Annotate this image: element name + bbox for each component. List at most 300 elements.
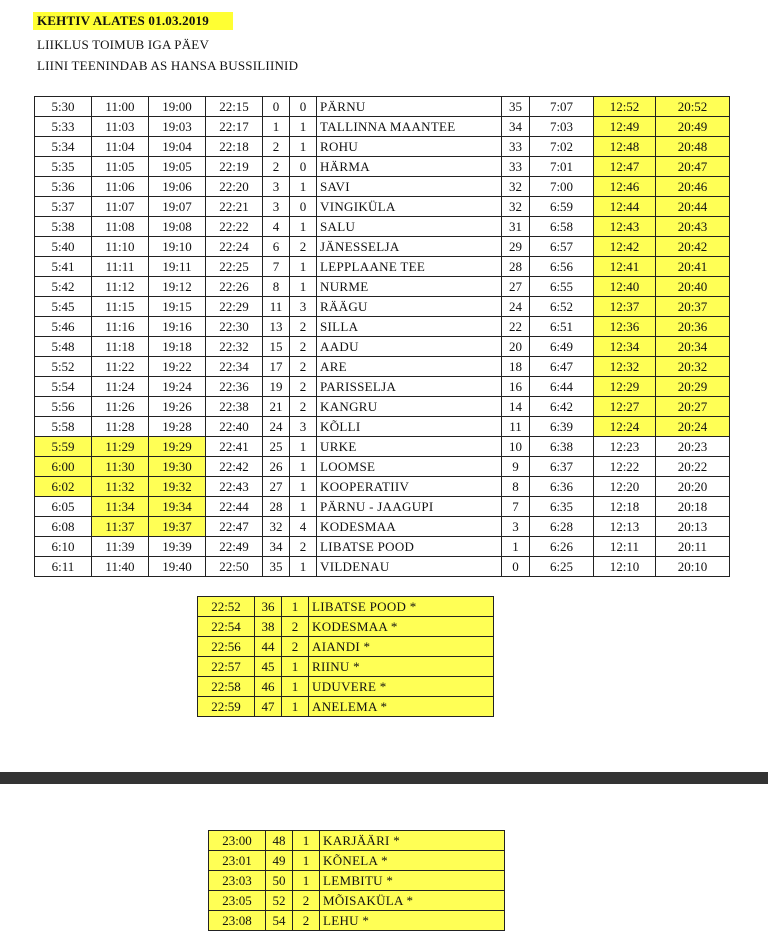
table-row [35,517,730,537]
cell-return-km: 32 [502,177,530,197]
cell-dep-1: 6:05 [35,497,92,517]
cell-km: 48 [266,831,293,851]
cell-km: 49 [266,851,293,871]
cell-dep-3: 19:11 [149,257,206,277]
table-row [198,617,494,637]
cell-ret-3: 20:40 [656,277,730,297]
cell-km: 35 [263,557,290,577]
cell-dep-2: 11:29 [92,437,149,457]
cell-return-km: 3 [502,517,530,537]
cell-ret-2: 12:43 [594,217,656,237]
cell-return-km: 28 [502,257,530,277]
table-row [35,257,730,277]
cell-ret-3: 20:32 [656,357,730,377]
cell-segment-km: 4 [290,517,317,537]
cell-dep-3: 19:08 [149,217,206,237]
cell-km: 4 [263,217,290,237]
cell-stop-name: AIANDI * [309,637,494,657]
cell-dep-2: 11:28 [92,417,149,437]
cell-ret-1: 6:44 [530,377,594,397]
cell-return-km: 22 [502,317,530,337]
cell-km: 52 [266,891,293,911]
cell-segment-km: 1 [293,851,320,871]
cell-segment-km: 1 [282,657,309,677]
cell-km: 47 [255,697,282,717]
cell-dep-3: 19:22 [149,357,206,377]
cell-km: 2 [263,137,290,157]
cell-stop-name: PÄRNU - JAAGUPI [317,497,502,517]
table-row [209,831,505,851]
cell-segment-km: 1 [290,137,317,157]
cell-return-km: 34 [502,117,530,137]
cell-ret-2: 12:52 [594,97,656,117]
cell-dep-4: 22:50 [206,557,263,577]
cell-dep-4: 22:29 [206,297,263,317]
cell-km: 34 [263,537,290,557]
cell-ret-1: 6:36 [530,477,594,497]
cell-km: 7 [263,257,290,277]
cell-dep-2: 11:34 [92,497,149,517]
cell-stop-name: ANELEMA * [309,697,494,717]
cell-ret-2: 12:13 [594,517,656,537]
cell-time: 23:03 [209,871,266,891]
cell-segment-km: 1 [290,457,317,477]
cell-km: 3 [263,197,290,217]
cell-dep-1: 5:46 [35,317,92,337]
table-row [35,537,730,557]
cell-ret-1: 6:37 [530,457,594,477]
cell-return-km: 27 [502,277,530,297]
cell-dep-1: 6:02 [35,477,92,497]
cell-km: 24 [263,417,290,437]
cell-segment-km: 0 [290,157,317,177]
cell-segment-km: 0 [290,97,317,117]
cell-dep-1: 6:08 [35,517,92,537]
cell-stop-name: ARE [317,357,502,377]
cell-stop-name: KÕNELA * [320,851,505,871]
cell-dep-3: 19:37 [149,517,206,537]
cell-segment-km: 1 [290,257,317,277]
cell-dep-2: 11:00 [92,97,149,117]
cell-ret-2: 12:36 [594,317,656,337]
cell-dep-4: 22:41 [206,437,263,457]
cell-return-km: 35 [502,97,530,117]
cell-dep-4: 22:40 [206,417,263,437]
table-row [35,277,730,297]
cell-dep-1: 5:33 [35,117,92,137]
cell-dep-2: 11:26 [92,397,149,417]
table-row [35,177,730,197]
cell-km: 1 [263,117,290,137]
cell-return-km: 24 [502,297,530,317]
cell-dep-1: 5:59 [35,437,92,457]
cell-ret-1: 6:39 [530,417,594,437]
cell-dep-2: 11:15 [92,297,149,317]
cell-return-km: 33 [502,137,530,157]
cell-stop-name: LEMBITU * [320,871,505,891]
cell-ret-3: 20:41 [656,257,730,277]
cell-ret-1: 6:26 [530,537,594,557]
cell-dep-2: 11:39 [92,537,149,557]
cell-ret-2: 12:48 [594,137,656,157]
cell-time: 22:57 [198,657,255,677]
cell-dep-3: 19:10 [149,237,206,257]
cell-km: 54 [266,911,293,931]
cell-stop-name: KODESMAA * [309,617,494,637]
cell-km: 13 [263,317,290,337]
cell-km: 38 [255,617,282,637]
table-row [209,851,505,871]
cell-segment-km: 2 [290,317,317,337]
cell-dep-3: 19:04 [149,137,206,157]
cell-segment-km: 0 [290,197,317,217]
cell-dep-4: 22:42 [206,457,263,477]
cell-ret-2: 12:41 [594,257,656,277]
cell-time: 22:54 [198,617,255,637]
cell-km: 26 [263,457,290,477]
cell-ret-3: 20:18 [656,497,730,517]
cell-dep-3: 19:39 [149,537,206,557]
cell-dep-1: 5:41 [35,257,92,277]
table-row [35,497,730,517]
table-row [35,557,730,577]
table-row [198,657,494,677]
cell-segment-km: 1 [290,437,317,457]
cell-ret-3: 20:46 [656,177,730,197]
cell-dep-3: 19:29 [149,437,206,457]
cell-ret-1: 6:58 [530,217,594,237]
cell-return-km: 14 [502,397,530,417]
cell-dep-1: 5:45 [35,297,92,317]
cell-segment-km: 2 [293,891,320,911]
table-row [198,677,494,697]
cell-stop-name: LIBATSE POOD * [309,597,494,617]
cell-ret-1: 6:42 [530,397,594,417]
cell-ret-2: 12:37 [594,297,656,317]
cell-km: 11 [263,297,290,317]
cell-stop-name: PÄRNU [317,97,502,117]
table-row [35,457,730,477]
cell-km: 46 [255,677,282,697]
cell-ret-2: 12:22 [594,457,656,477]
cell-km: 6 [263,237,290,257]
cell-dep-2: 11:03 [92,117,149,137]
cell-dep-4: 22:44 [206,497,263,517]
cell-time: 23:00 [209,831,266,851]
cell-stop-name: KANGRU [317,397,502,417]
cell-ret-1: 7:03 [530,117,594,137]
cell-dep-1: 5:35 [35,157,92,177]
cell-segment-km: 1 [282,697,309,717]
cell-km: 32 [263,517,290,537]
cell-return-km: 9 [502,457,530,477]
table-row [35,377,730,397]
cell-return-km: 0 [502,557,530,577]
cell-segment-km: 1 [282,597,309,617]
cell-dep-4: 22:49 [206,537,263,557]
cell-ret-3: 20:20 [656,477,730,497]
cell-dep-1: 5:56 [35,397,92,417]
cell-dep-1: 5:34 [35,137,92,157]
cell-ret-2: 12:49 [594,117,656,137]
cell-ret-1: 6:59 [530,197,594,217]
daily-service-note: LIIKLUS TOIMUB IGA PÄEV [37,37,210,52]
cell-ret-1: 6:52 [530,297,594,317]
cell-km: 50 [266,871,293,891]
cell-stop-name: RÄÄGU [317,297,502,317]
cell-stop-name: PARISSELJA [317,377,502,397]
cell-ret-1: 7:00 [530,177,594,197]
cell-dep-4: 22:22 [206,217,263,237]
cell-km: 27 [263,477,290,497]
cell-segment-km: 1 [290,277,317,297]
cell-dep-2: 11:05 [92,157,149,177]
cell-ret-1: 6:57 [530,237,594,257]
cell-ret-3: 20:47 [656,157,730,177]
cell-dep-1: 5:48 [35,337,92,357]
cell-segment-km: 2 [293,911,320,931]
cell-km: 2 [263,157,290,177]
cell-stop-name: LEHU * [320,911,505,931]
cell-dep-3: 19:30 [149,457,206,477]
cell-stop-name: ROHU [317,137,502,157]
cell-dep-1: 5:30 [35,97,92,117]
table-row [35,437,730,457]
cell-km: 3 [263,177,290,197]
cell-segment-km: 2 [290,537,317,557]
cell-return-km: 16 [502,377,530,397]
table-row [35,477,730,497]
cell-time: 22:59 [198,697,255,717]
cell-stop-name: AADU [317,337,502,357]
cell-ret-3: 20:37 [656,297,730,317]
cell-dep-4: 22:17 [206,117,263,137]
cell-km: 28 [263,497,290,517]
cell-ret-1: 6:51 [530,317,594,337]
cell-segment-km: 1 [290,557,317,577]
cell-dep-1: 5:54 [35,377,92,397]
cell-km: 17 [263,357,290,377]
cell-ret-3: 20:36 [656,317,730,337]
cell-ret-1: 6:28 [530,517,594,537]
cell-segment-km: 2 [290,357,317,377]
table-row [35,357,730,377]
cell-return-km: 1 [502,537,530,557]
cell-km: 8 [263,277,290,297]
cell-segment-km: 1 [290,497,317,517]
cell-stop-name: VILDENAU [317,557,502,577]
cell-dep-4: 22:32 [206,337,263,357]
cell-dep-1: 5:40 [35,237,92,257]
cell-dep-4: 22:24 [206,237,263,257]
cell-ret-3: 20:29 [656,377,730,397]
cell-stop-name: SILLA [317,317,502,337]
cell-segment-km: 2 [290,377,317,397]
table-row [35,397,730,417]
cell-dep-3: 19:34 [149,497,206,517]
cell-time: 22:56 [198,637,255,657]
cell-ret-1: 7:02 [530,137,594,157]
cell-stop-name: RIINU * [309,657,494,677]
cell-ret-1: 6:56 [530,257,594,277]
cell-time: 22:58 [198,677,255,697]
cell-ret-3: 20:13 [656,517,730,537]
cell-ret-3: 20:23 [656,437,730,457]
cell-ret-2: 12:27 [594,397,656,417]
table-row [209,891,505,911]
cell-ret-3: 20:11 [656,537,730,557]
table-row [198,637,494,657]
cell-ret-2: 12:32 [594,357,656,377]
cell-dep-3: 19:12 [149,277,206,297]
cell-dep-3: 19:15 [149,297,206,317]
cell-ret-1: 6:47 [530,357,594,377]
cell-segment-km: 3 [290,417,317,437]
cell-stop-name: KODESMAA [317,517,502,537]
table-row [35,117,730,137]
cell-ret-2: 12:20 [594,477,656,497]
cell-return-km: 29 [502,237,530,257]
cell-dep-4: 22:34 [206,357,263,377]
cell-stop-name: TALLINNA MAANTEE [317,117,502,137]
cell-time: 23:01 [209,851,266,871]
cell-stop-name: KOOPERATIIV [317,477,502,497]
cell-dep-4: 22:18 [206,137,263,157]
cell-stop-name: LEPPLAANE TEE [317,257,502,277]
cell-return-km: 31 [502,217,530,237]
cell-dep-4: 22:19 [206,157,263,177]
cell-return-km: 10 [502,437,530,457]
table-row [209,871,505,891]
cell-dep-2: 11:06 [92,177,149,197]
cell-dep-2: 11:10 [92,237,149,257]
cell-dep-4: 22:20 [206,177,263,197]
cell-stop-name: MÕISAKÜLA * [320,891,505,911]
cell-km: 44 [255,637,282,657]
cell-ret-1: 6:25 [530,557,594,577]
cell-dep-4: 22:36 [206,377,263,397]
cell-segment-km: 2 [290,397,317,417]
cell-dep-2: 11:24 [92,377,149,397]
cell-km: 21 [263,397,290,417]
cell-km: 19 [263,377,290,397]
cell-dep-2: 11:07 [92,197,149,217]
cell-ret-3: 20:34 [656,337,730,357]
cell-km: 15 [263,337,290,357]
valid-from-title: KEHTIV ALATES 01.03.2019 [33,12,233,30]
cell-dep-4: 22:25 [206,257,263,277]
cell-dep-2: 11:32 [92,477,149,497]
cell-segment-km: 1 [290,477,317,497]
cell-segment-km: 1 [290,117,317,137]
cell-ret-2: 12:46 [594,177,656,197]
cell-segment-km: 2 [290,337,317,357]
cell-stop-name: VINGIKÜLA [317,197,502,217]
cell-ret-2: 12:11 [594,537,656,557]
cell-ret-3: 20:22 [656,457,730,477]
cell-ret-3: 20:48 [656,137,730,157]
cell-stop-name: LIBATSE POOD [317,537,502,557]
cell-dep-2: 11:11 [92,257,149,277]
cell-ret-3: 20:42 [656,237,730,257]
cell-stop-name: JÄNESSELJA [317,237,502,257]
cell-time: 23:05 [209,891,266,911]
cell-dep-1: 5:37 [35,197,92,217]
cell-stop-name: SAVI [317,177,502,197]
cell-dep-3: 19:03 [149,117,206,137]
cell-ret-2: 12:34 [594,337,656,357]
cell-ret-3: 20:52 [656,97,730,117]
cell-dep-2: 11:04 [92,137,149,157]
page-divider [0,772,768,784]
cell-time: 23:08 [209,911,266,931]
cell-dep-1: 5:36 [35,177,92,197]
cell-ret-2: 12:23 [594,437,656,457]
cell-dep-3: 19:00 [149,97,206,117]
cell-dep-2: 11:12 [92,277,149,297]
cell-dep-4: 22:38 [206,397,263,417]
cell-ret-3: 20:49 [656,117,730,137]
table-row [35,317,730,337]
cell-dep-3: 19:40 [149,557,206,577]
cell-stop-name: UDUVERE * [309,677,494,697]
table-row [35,157,730,177]
cell-return-km: 18 [502,357,530,377]
cell-ret-3: 20:10 [656,557,730,577]
cell-ret-1: 6:35 [530,497,594,517]
table-row [35,137,730,157]
cell-dep-4: 22:26 [206,277,263,297]
cell-return-km: 20 [502,337,530,357]
table-row [35,217,730,237]
cell-ret-2: 12:10 [594,557,656,577]
table-row [35,297,730,317]
cell-dep-3: 19:18 [149,337,206,357]
table-row [198,697,494,717]
cell-stop-name: NURME [317,277,502,297]
cell-segment-km: 3 [290,297,317,317]
cell-dep-3: 19:07 [149,197,206,217]
cell-return-km: 7 [502,497,530,517]
cell-dep-3: 19:06 [149,177,206,197]
cell-return-km: 32 [502,197,530,217]
cell-segment-km: 1 [282,677,309,697]
table-row [35,417,730,437]
cell-dep-2: 11:22 [92,357,149,377]
cell-ret-1: 7:01 [530,157,594,177]
cell-return-km: 8 [502,477,530,497]
table-row [35,337,730,357]
cell-ret-3: 20:27 [656,397,730,417]
cell-stop-name: URKE [317,437,502,457]
cell-dep-4: 22:15 [206,97,263,117]
cell-stop-name: SALU [317,217,502,237]
cell-dep-1: 6:11 [35,557,92,577]
cell-stop-name: KARJÄÄRI * [320,831,505,851]
cell-segment-km: 2 [282,617,309,637]
cell-ret-3: 20:24 [656,417,730,437]
main-timetable [34,96,730,577]
cell-return-km: 33 [502,157,530,177]
table-row [209,911,505,931]
cell-ret-1: 6:55 [530,277,594,297]
cell-ret-2: 12:18 [594,497,656,517]
cell-stop-name: HÄRMA [317,157,502,177]
cell-ret-2: 12:42 [594,237,656,257]
table-row [35,197,730,217]
cell-dep-1: 5:58 [35,417,92,437]
cell-segment-km: 1 [293,871,320,891]
